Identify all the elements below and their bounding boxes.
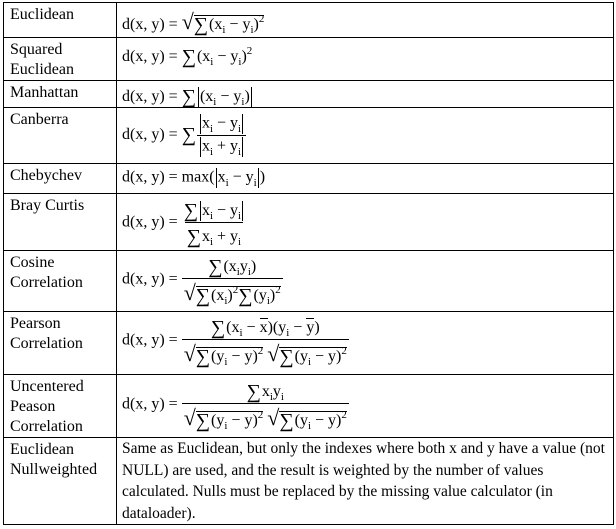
formula-cell: d(x, y) = ∑ $\frac{x_i - y_i}{x_i + y_i}$ — [117, 108, 614, 164]
measure-name: Bray Curtis — [4, 194, 117, 251]
table-row — [4, 108, 614, 164]
formula-cell: d(x, y) = $\frac{\sum(x_iy_i)}{√\sum(x_i)^2\sum(y_i)^2}$ — [117, 251, 614, 312]
formula-cell: d(x, $y) = √\sum(x_i - y_i)^2$ — [117, 3, 614, 38]
measure-name: Cosine Correlation — [4, 251, 117, 312]
measure-description: Same as Euclidean, but only the indexes where both x and y have a value (not NULL) are used, and the result is weighted by the number of values calculated. Nulls must be replaced by the missing value calculator (in dataloader). — [117, 438, 614, 525]
table-row — [4, 438, 614, 525]
formula-cell: d(x, y) = ∑ $(x_i - y_i)$ — [117, 81, 614, 108]
table-row — [4, 312, 614, 375]
formula-cell: d(x, y) = $\frac{\sum(x_i - x)(y_i - y)}{√\sum(y_i - y)^2 √\sum(y_i - y)^2}$ — [117, 312, 614, 375]
measure-name: Chebychev — [4, 164, 117, 194]
measure-name: Euclidean — [4, 3, 117, 38]
formula-cell: d(x, y) = max( $x_i - y_i$ ) — [117, 164, 614, 194]
measure-name: Pearson Correlation — [4, 312, 117, 375]
table-row — [4, 194, 614, 251]
measure-name: Uncentered Peason Correlation — [4, 375, 117, 438]
table-row — [4, 38, 614, 81]
table-row — [4, 375, 614, 438]
formula-cell: d(x, y) = $\frac{\sum x_i - y_i}{\sum x_i + y_i}$ — [117, 194, 614, 251]
measure-name: Squared Euclidean — [4, 38, 117, 81]
measure-name: Manhattan — [4, 81, 117, 108]
distance-measures-table — [3, 2, 614, 525]
formula-cell: d(x, y) = $\frac{\sum x_iy_i}{√\sum(y_i - y)^2 √\sum(y_i - y)^2}$ — [117, 375, 614, 438]
table-row — [4, 81, 614, 108]
table-row — [4, 3, 614, 38]
measure-name: Euclidean Nullweighted — [4, 438, 117, 525]
table-row — [4, 164, 614, 194]
formula-cell: d(x, $y) = \sum(x_i - y_i)^2$ — [117, 38, 614, 81]
table-row — [4, 251, 614, 312]
measure-name: Canberra — [4, 108, 117, 164]
